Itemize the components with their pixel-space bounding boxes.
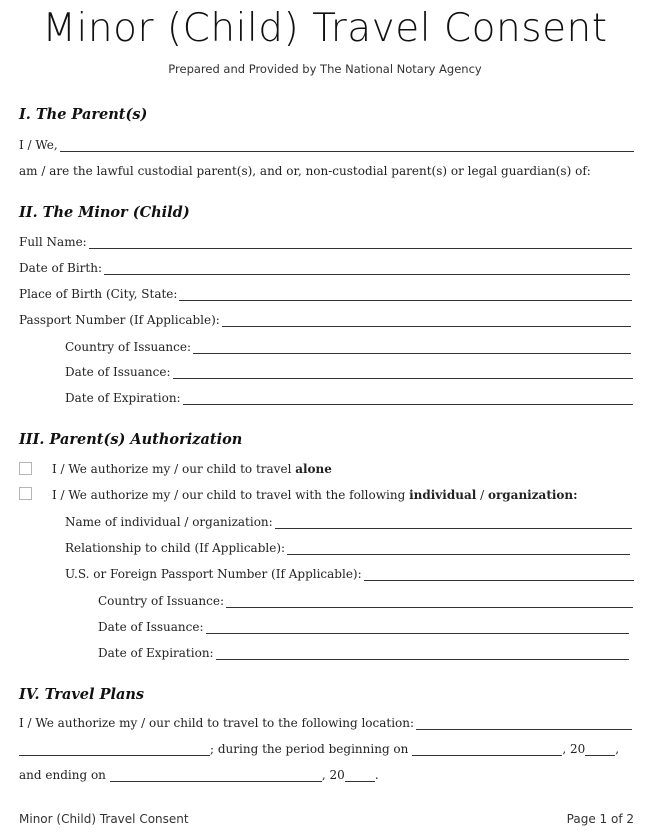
travel-location-field[interactable]: [416, 718, 632, 730]
travel-end-year-prefix: , 20: [321, 768, 345, 782]
travel-end-date-field[interactable]: [110, 770, 322, 782]
section-authorization-heading: III. Parent(s) Authorization: [19, 431, 243, 448]
companion-country-field[interactable]: [226, 596, 633, 608]
custodial-statement: [19, 162, 634, 178]
companion-name-label: Name of individual / organization:: [65, 515, 273, 529]
travel-start-year-field[interactable]: [585, 744, 615, 756]
section-minor-heading: II. The Minor (Child): [19, 204, 190, 221]
companion-passport-field[interactable]: [364, 569, 634, 581]
minor-date-expiration-label: Date of Expiration:: [65, 391, 181, 405]
travel-with-individual: individual: [409, 488, 477, 502]
minor-full-name-label: Full Name:: [19, 235, 87, 249]
minor-dob-label: Date of Birth:: [19, 261, 102, 275]
minor-pob-row: [19, 285, 632, 301]
minor-country-row: [65, 338, 631, 354]
travel-alone-checkbox[interactable]: [19, 462, 32, 475]
travel-alone-text: I / We authorize my / our child to travel: [52, 462, 296, 476]
travel-location-continued-field[interactable]: [19, 744, 210, 756]
companion-name-field[interactable]: [275, 517, 632, 529]
travel-with-checkbox[interactable]: [19, 487, 32, 500]
travel-end-year-field[interactable]: [345, 770, 375, 782]
minor-passport-row: [19, 311, 631, 327]
travel-with-organization: organization:: [487, 488, 578, 502]
travel-alone-emphasis: alone: [295, 462, 332, 476]
companion-passport-label: U.S. or Foreign Passport Number (If Applicable):: [65, 567, 362, 581]
travel-location-row: [19, 714, 632, 730]
minor-pob-field[interactable]: [179, 289, 632, 301]
minor-country-field[interactable]: [193, 342, 631, 354]
minor-full-name-row: [19, 233, 632, 249]
companion-relationship-label: Relationship to child (If Applicable):: [65, 541, 286, 555]
companion-date-issuance-row: [98, 618, 629, 634]
travel-alone-option: [52, 460, 612, 476]
parent-name-field[interactable]: [60, 140, 634, 152]
companion-name-row: [65, 513, 632, 529]
parent-name-row: [19, 136, 634, 152]
companion-date-expiration-field[interactable]: [216, 648, 629, 660]
footer-title: Minor (Child) Travel Consent: [19, 812, 189, 826]
travel-start-date-field[interactable]: [412, 744, 562, 756]
companion-passport-row: [65, 565, 634, 581]
minor-full-name-field[interactable]: [89, 237, 632, 249]
travel-end-row: [19, 766, 419, 782]
travel-with-option: [52, 486, 632, 502]
travel-start-year-suffix: ,: [615, 742, 620, 756]
minor-dob-row: [19, 259, 630, 275]
minor-date-issuance-row: [65, 363, 633, 379]
minor-passport-label: Passport Number (If Applicable):: [19, 313, 220, 327]
document-title: Minor (Child) Travel Consent: [42, 6, 608, 51]
custodial-statement-text: am / are the lawful custodial parent(s), and or, non-custodial parent(s) or legal guardian(s) of:: [19, 164, 591, 178]
minor-passport-field[interactable]: [222, 315, 631, 327]
companion-date-issuance-label: Date of Issuance:: [98, 620, 204, 634]
companion-country-label: Country of Issuance:: [98, 594, 225, 608]
companion-country-row: [98, 592, 633, 608]
section-parents-heading: I. The Parent(s): [19, 106, 148, 123]
travel-end-label: and ending on: [19, 768, 106, 782]
travel-start-year-prefix: , 20: [562, 742, 586, 756]
minor-dob-field[interactable]: [104, 263, 630, 275]
minor-date-issuance-label: Date of Issuance:: [65, 365, 171, 379]
companion-relationship-row: [65, 539, 630, 555]
travel-with-separator: /: [476, 488, 488, 502]
minor-date-expiration-row: [65, 389, 633, 405]
companion-relationship-field[interactable]: [287, 543, 630, 555]
minor-country-label: Country of Issuance:: [65, 340, 192, 354]
parent-name-label: I / We,: [19, 138, 58, 152]
travel-with-text: I / We authorize my / our child to travel with the following: [52, 488, 410, 502]
travel-end-period: .: [374, 768, 379, 782]
minor-pob-label: Place of Birth (City, State:: [19, 287, 178, 301]
companion-date-expiration-row: [98, 644, 629, 660]
travel-period-row: [19, 740, 634, 756]
minor-date-expiration-field[interactable]: [183, 393, 633, 405]
section-travel-plans-heading: IV. Travel Plans: [19, 686, 145, 703]
page-number: Page 1 of 2: [566, 812, 634, 826]
document-subtitle: Prepared and Provided by The National Notary Agency: [168, 62, 482, 76]
companion-date-issuance-field[interactable]: [206, 622, 629, 634]
travel-location-label: I / We authorize my / our child to travel to the following location:: [19, 716, 415, 730]
companion-date-expiration-label: Date of Expiration:: [98, 646, 214, 660]
minor-date-issuance-field[interactable]: [173, 367, 633, 379]
travel-period-label: ; during the period beginning on: [210, 742, 409, 756]
